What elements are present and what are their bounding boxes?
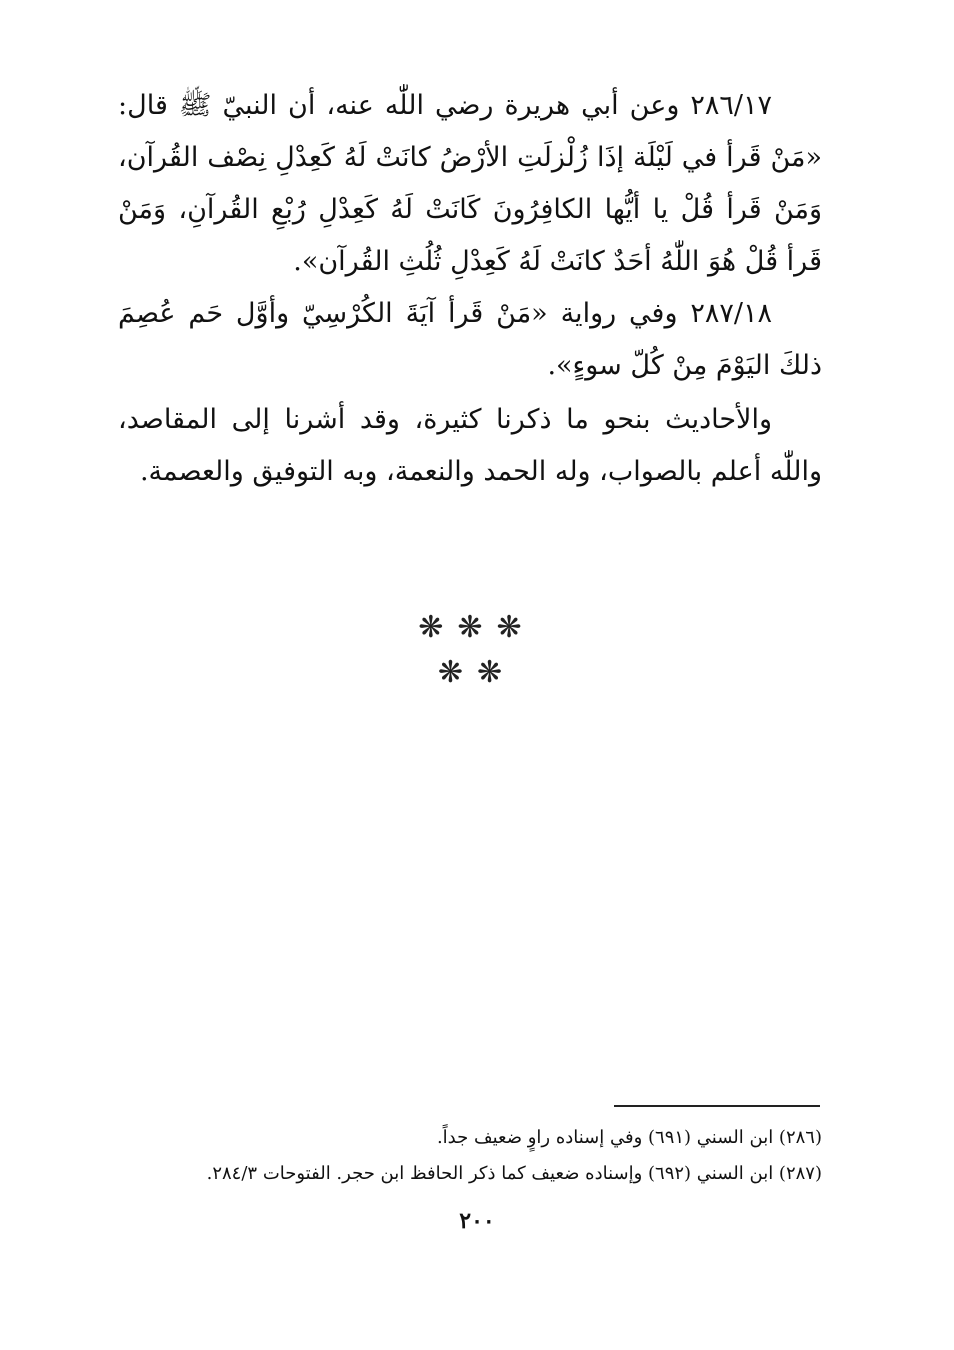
hadith-paragraph-18 <box>118 288 822 392</box>
footnote-287: (٢٨٧) ابن السني (٦٩٢) وإسناده ضعيف كما ذكر الحافظ ابن حجر. الفتوحات ٢٨٤/٣. <box>206 1163 822 1184</box>
paragraph-text: ٢٨٧/١٨ وفي رواية «مَنْ قَرأ آيَةَ الكُرْسِيّ وأوَّل حَم عُصِمَ ذلكَ اليَوْمَ مِنْ كُلّ سوءٍ». <box>118 298 822 381</box>
closing-paragraph <box>118 394 822 498</box>
section-ornament-row-2: ❋❋ <box>437 655 517 690</box>
section-ornament-row-1: ❋❋❋ <box>418 610 536 645</box>
hadith-paragraph-17 <box>118 80 822 288</box>
footnote-separator <box>614 1105 820 1107</box>
paragraph-text: ٢٨٦/١٧ وعن أبي هريرة رضي اللّٰه عنه، أن النبيّ ﷺ قال: «مَنْ قَرأ في لَيْلَة إذَا زُلْزلَتِ الأرْضُ كانَتْ لَهُ كَعِدْلِ نِصْف القُرآن، وَمَنْ قَرأ قُلْ يا أيُّها الكافِرُونَ كَانَتْ لَهُ كَعِدْلِ رُبْعِ القُرآنِ، وَمَنْ قَرأ قُلْ هُوَ اللّٰهُ أحَدٌ كانَتْ لَهُ كَعِدْلِ ثُلُثِ القُرآن». <box>118 90 822 277</box>
footnotes <box>118 1120 822 1192</box>
paragraph-text: والأحاديث بنحو ما ذكرنا كثيرة، وقد أشرنا إلى المقاصد، واللّٰه أعلم بالصواب، وله الحمد والنعمة، وبه التوفيق والعصمة. <box>118 404 822 487</box>
footnote-286: (٢٨٦) ابن السني (٦٩١) وفي إسناده راوٍ ضعيف جداً. <box>436 1127 822 1148</box>
page-number: ٢٠٠ <box>459 1208 495 1234</box>
